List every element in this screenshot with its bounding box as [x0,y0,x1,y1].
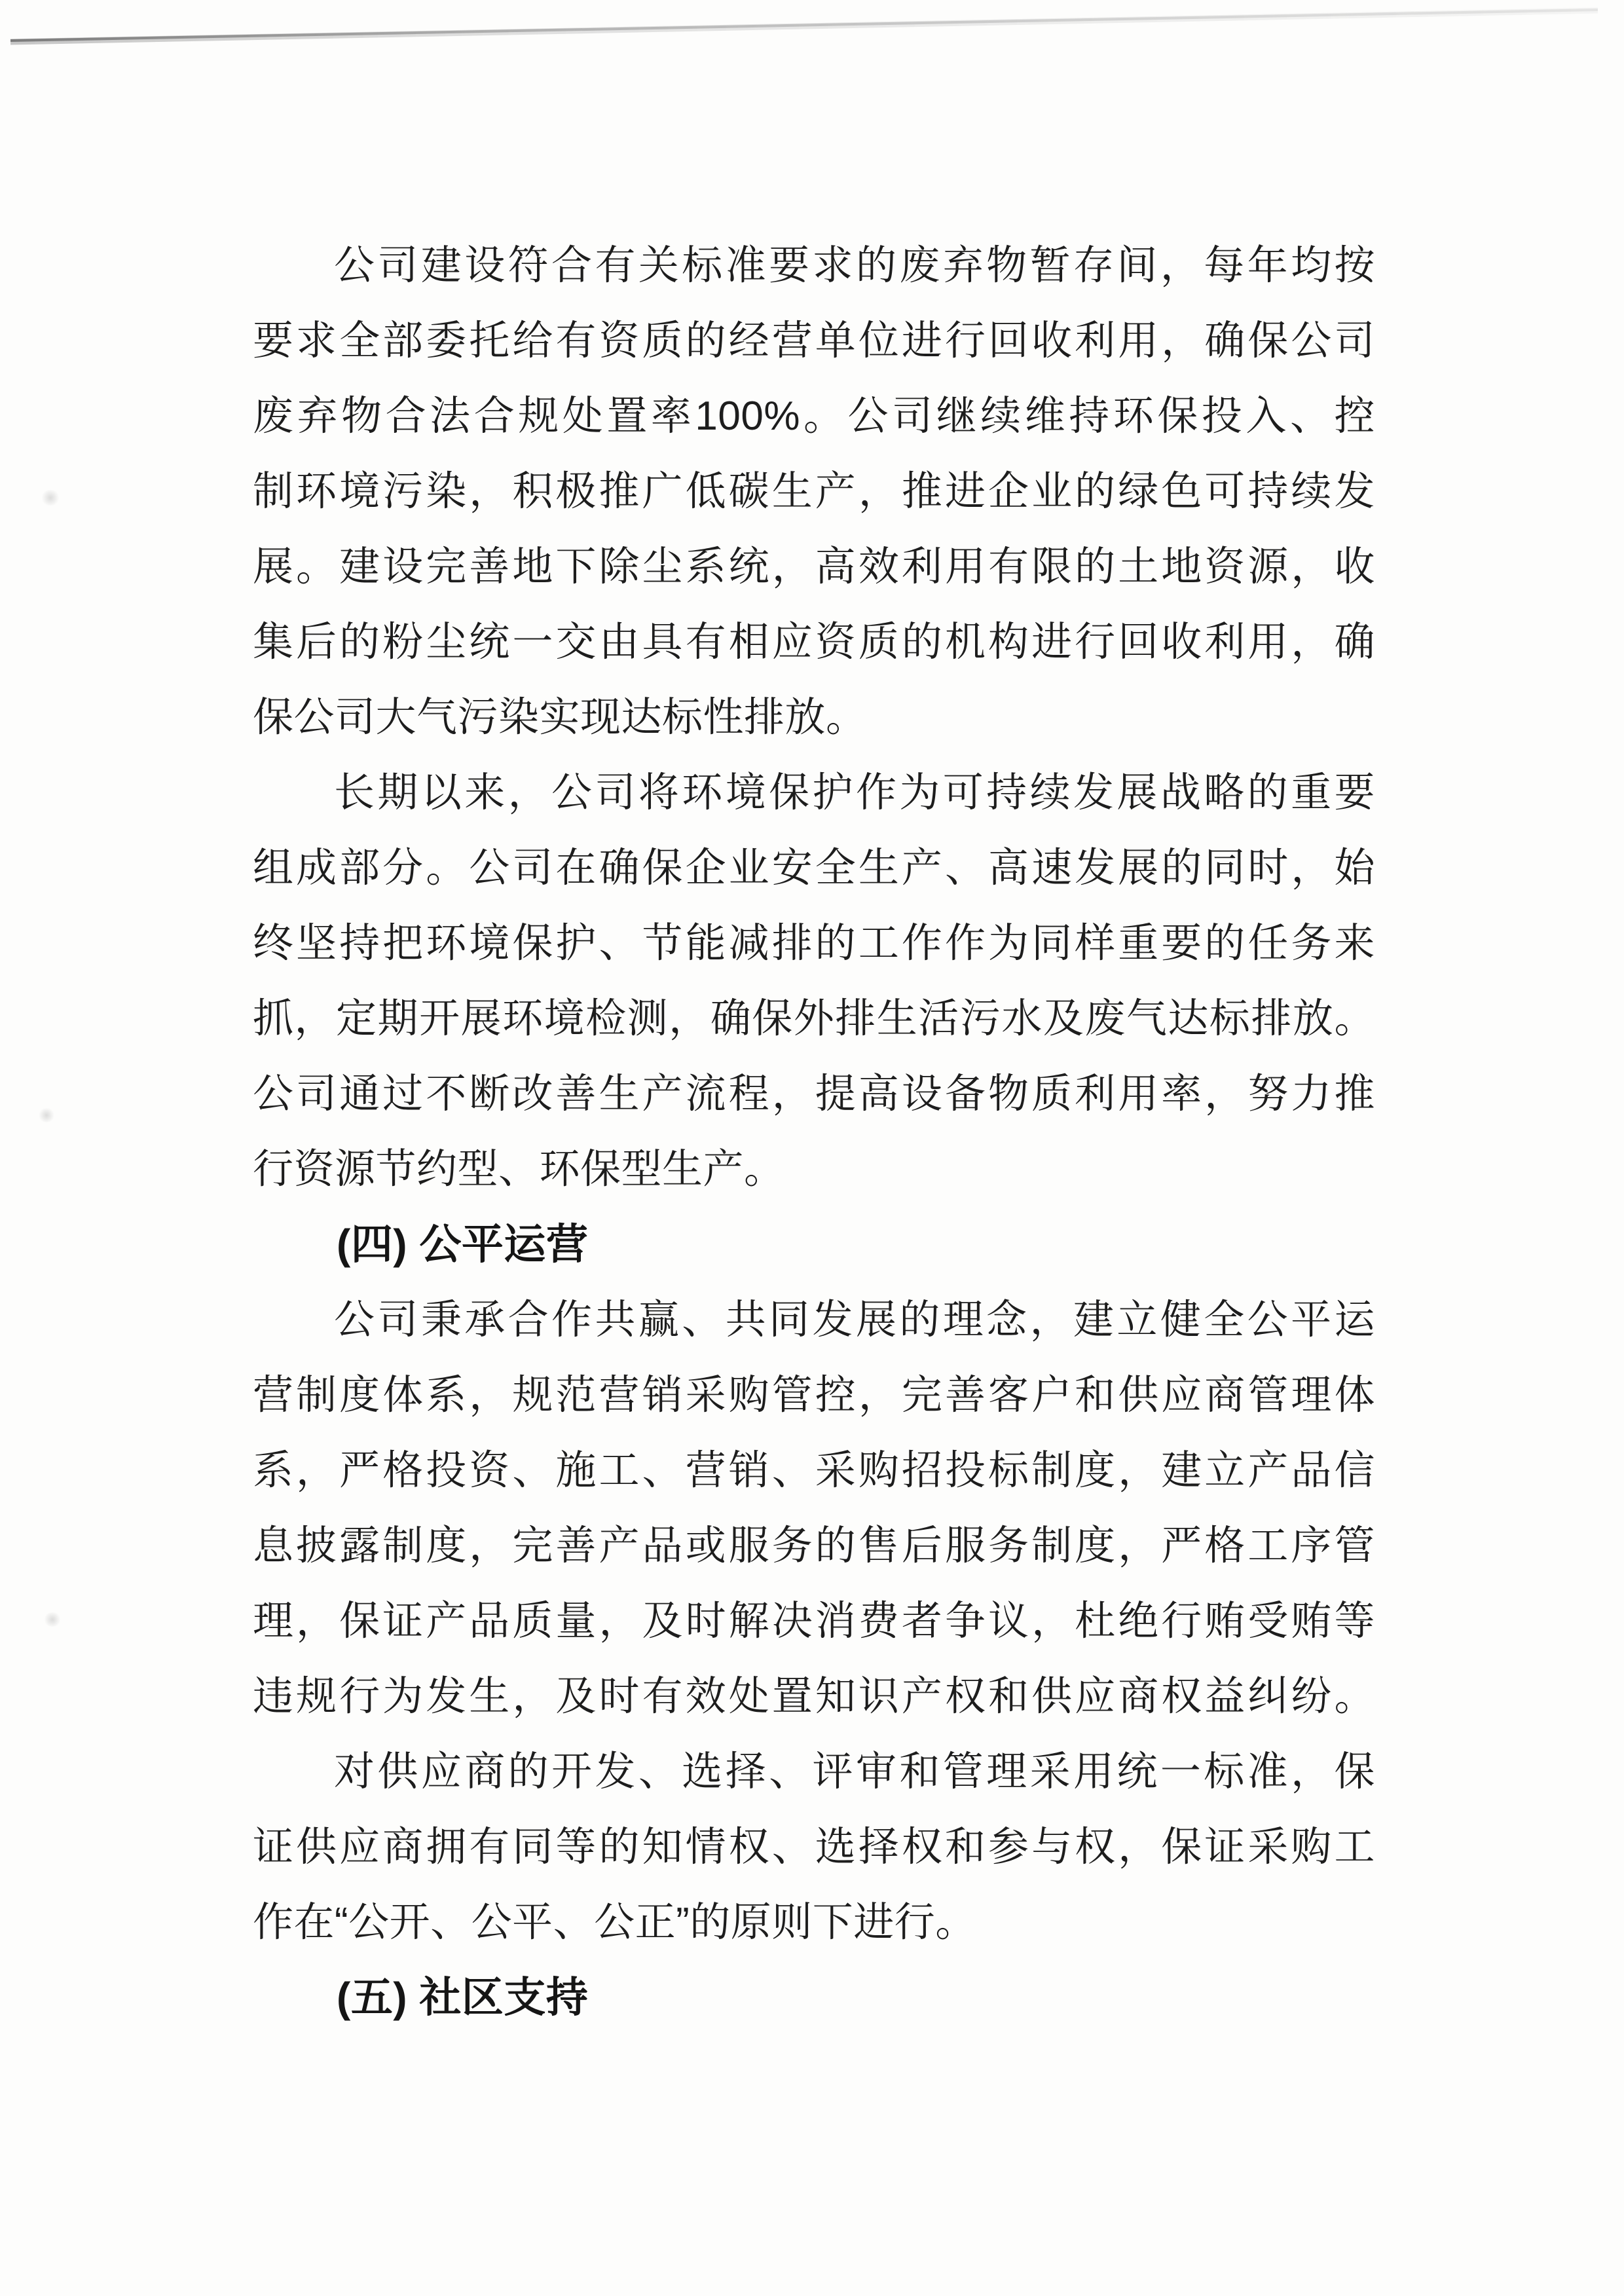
text-line: 集后的粉尘统一交由具有相应资质的机构进行回收利用，确 [253,620,1375,665]
scanner-streak-artifact [0,0,1624,85]
text-line: 对供应商的开发、选择、评审和管理采用统一标准，保 [334,1749,1375,1794]
text-line: 理，保证产品质量，及时解决消费者争议，杜绝行贿受贿等 [253,1599,1375,1644]
text-line: 息披露制度，完善产品或服务的售后服务制度，严格工序管 [253,1523,1375,1568]
text-line: 系，严格投资、施工、营销、采购招投标制度，建立产品信 [253,1448,1375,1493]
text-line: 组成部分。公司在确保企业安全生产、高速发展的同时，始 [253,845,1375,891]
text-line: 终坚持把环境保护、节能减排的工作作为同样重要的任务来 [253,921,1375,966]
text-line: 营制度体系，规范营销采购管控，完善客户和供应商管理体 [253,1373,1375,1418]
scan-noise-speck [38,1108,55,1122]
text-line: 公司通过不断改善生产流程，提高设备物质利用率，努力推 [253,1071,1375,1117]
text-line: 展。建设完善地下除尘系统，高效利用有限的土地资源，收 [253,544,1375,589]
heading-section-4: (四) 公平运营 [337,1221,589,1268]
text-line: 制环境污染，积极推广低碳生产，推进企业的绿色可持续发 [253,469,1375,514]
text-line: 抓，定期开展环境检测，确保外排生活污水及废气达标排放。 [253,996,1375,1041]
text-line: 保公司大气污染实现达标性排放。 [253,695,867,740]
scan-noise-speck [43,1612,62,1627]
text-line: 作在“公开、公平、公正”的原则下进行。 [253,1900,976,1945]
text-line: 要求全部委托给有资质的经营单位进行回收利用，确保公司 [253,318,1375,363]
text-line: 违规行为发生，及时有效处置知识产权和供应商权益纠纷。 [253,1674,1375,1719]
text-line: 公司秉承合作共赢、共同发展的理念，建立健全公平运 [334,1297,1375,1342]
scan-noise-speck [41,490,60,506]
text-line: 长期以来，公司将环境保护作为可持续发展战略的重要 [334,770,1375,815]
text-line: 证供应商拥有同等的知情权、选择权和参与权，保证采购工 [253,1824,1375,1870]
text-line: 废弃物合法合规处置率100%。公司继续维持环保投入、控 [253,394,1375,439]
text-line: 行资源节约型、环保型生产。 [253,1147,785,1192]
heading-section-5: (五) 社区支持 [337,1974,589,2021]
document-text-block [253,228,1375,2035]
text-line: 公司建设符合有关标准要求的废弃物暂存间，每年均按 [334,243,1375,288]
